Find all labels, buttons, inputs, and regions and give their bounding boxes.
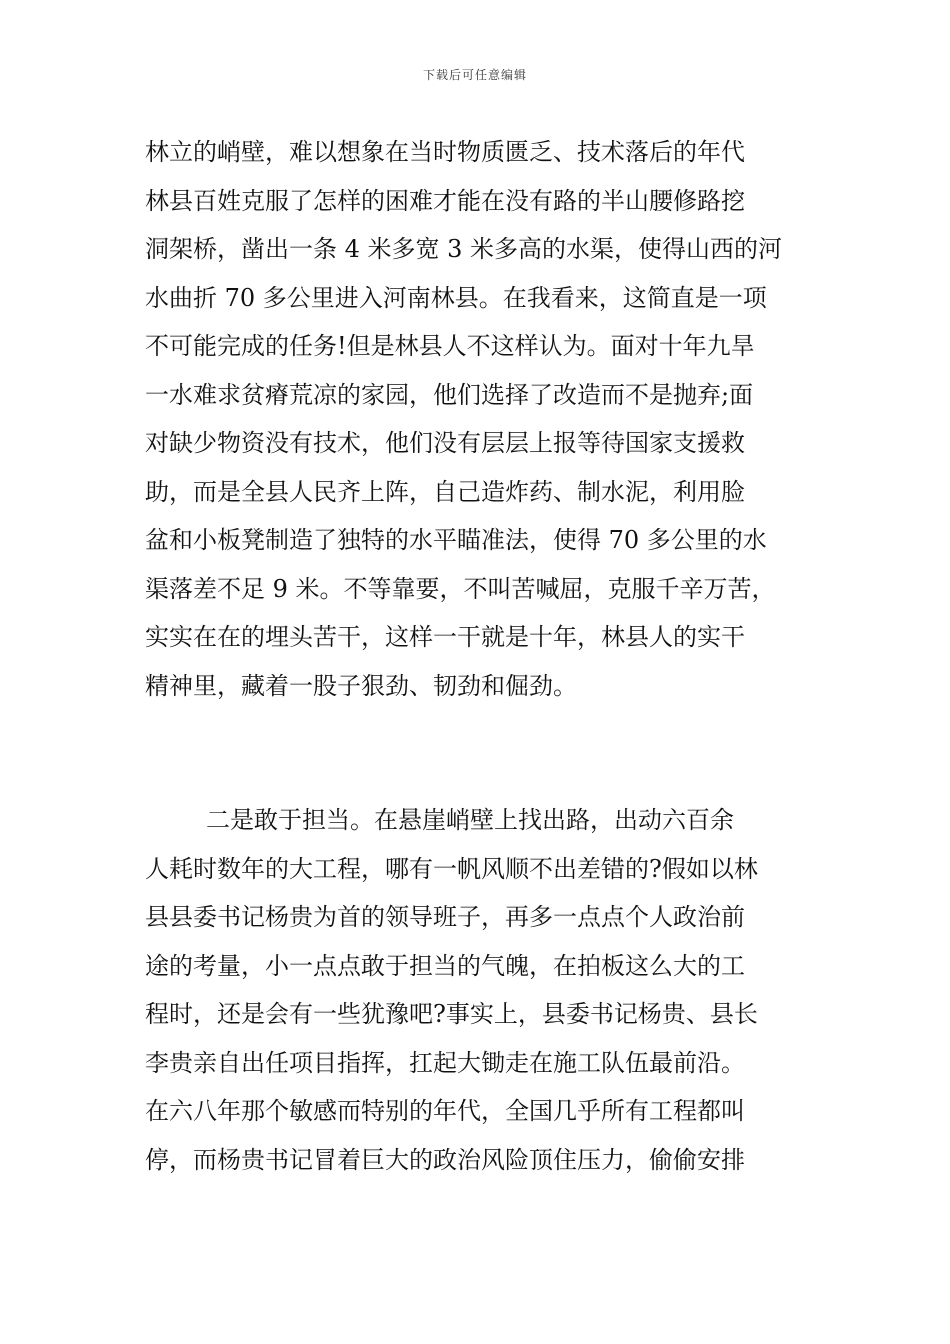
text-line: 人耗时数年的大工程，哪有一帆风顺不出差错的?假如以林 (145, 854, 758, 883)
text-line: 林县百姓克服了怎样的困难才能在没有路的半山腰修路挖 (145, 186, 745, 215)
document-body (145, 128, 815, 1184)
text-line: 实实在在的埋头苦干，这样一干就是十年，林县人的实干 (145, 623, 745, 651)
text-line: 李贵亲自出任项目指挥，扛起大锄走在施工队伍最前沿。 (145, 1048, 745, 1077)
text-line: 途的考量，小一点点敢于担当的气魄，在拍板这么大的工 (145, 951, 745, 980)
text-line: 程时，还是会有一些犹豫吧?事实上，县委书记杨贵、县长 (145, 1000, 758, 1028)
paragraph-2 (145, 796, 815, 1184)
text-line: 林立的峭壁，难以想象在当时物质匮乏、技术落后的年代 (145, 138, 745, 166)
text-line: 水曲折 70 多公里进入河南林县。在我看来，这简直是一项 (145, 283, 767, 312)
text-line: 助，而是全县人民齐上阵，自己造炸药、制水泥，利用脸 (145, 477, 745, 506)
text-line: 洞架桥，凿出一条 4 米多宽 3 米多高的水渠，使得山西的河 (145, 235, 783, 263)
text-line: 不可能完成的任务!但是林县人不这样认为。面对十年九旱 (145, 332, 755, 360)
paragraph-gap (145, 710, 815, 796)
text-line: 渠落差不足 9 米。不等靠要，不叫苦喊屈，克服千辛万苦， (145, 574, 776, 603)
text-line: 县县委书记杨贵为首的领导班子，再多一点点个人政治前 (145, 903, 745, 931)
text-line: 盆和小板凳制造了独特的水平瞄准法，使得 70 多公里的水 (145, 526, 767, 554)
text-line: 精神里，藏着一股子狠劲、韧劲和倔劲。 (145, 671, 577, 700)
page-header: 下载后可任意编辑 (422, 68, 527, 82)
text-line: 对缺少物资没有技术，他们没有层层上报等待国家支援救 (145, 429, 745, 457)
text-line: 一水难求贫瘠荒凉的家园，他们选择了改造而不是抛弃;面 (145, 380, 754, 409)
text-line: 停，而杨贵书记冒着巨大的政治风险顶住压力，偷偷安排 (145, 1145, 745, 1174)
paragraph-1 (145, 128, 815, 710)
text-line: 在六八年那个敏感而特别的年代，全国几乎所有工程都叫 (145, 1097, 745, 1125)
text-line: 二是敢于担当。在悬崖峭壁上找出路，出动六百余 (145, 806, 735, 834)
